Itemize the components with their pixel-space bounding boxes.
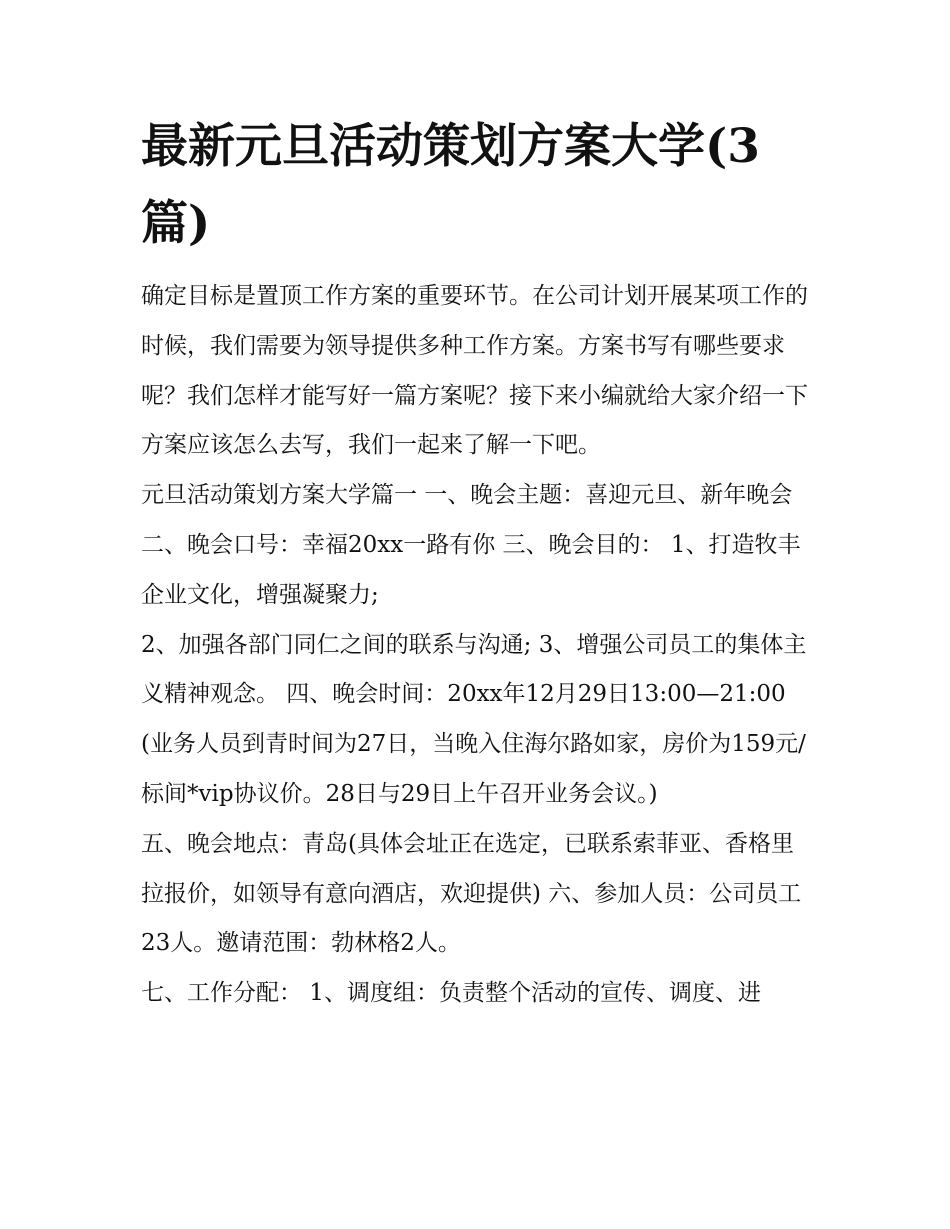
paragraph-intro: 确定目标是置顶工作方案的重要环节。在公司计划开展某项工作的时候，我们需要为领导提供多种工作方案。方案书写有哪些要求呢？我们怎样才能写好一篇方案呢？接下来小编就给大家介绍一下方案应该怎么去写，我们一起来了解一下吧。 <box>141 283 808 459</box>
paragraph-purpose-time: 2、加强各部门同仁之间的联系与沟通; 3、增强公司员工的集体主义精神观念。 四、晚会时间：20xx年12月29日13:00—21:00 <box>141 631 807 708</box>
paragraph-work-assignment: 七、工作分配： 1、调度组：负责整个活动的宣传、调度、进 <box>141 980 761 1007</box>
document-body <box>141 108 813 1019</box>
paragraph-theme: 元旦活动策划方案大学篇一 一、晚会主题：喜迎元旦、新年晚会 二、晚会口号：幸福20xx一路有你 三、晚会目的： 1、打造牧丰企业文化，增强凝聚力; <box>141 482 801 608</box>
document-title: 最新元旦活动策划方案大学(3篇) <box>141 119 760 251</box>
paragraph-venue-attendees: 五、晚会地点：青岛(具体会址正在选定，已联系索菲亚、香格里拉报价，如领导有意向酒店，欢迎提供) 六、参加人员：公司员工23人。邀请范围：勃林格2人。 <box>141 830 802 957</box>
paragraph-lodging: (业务人员到青时间为27日，当晚入住海尔路如家，房价为159元/标间*vip协议价。28日与29日上午召开业务会议。) <box>141 731 806 807</box>
